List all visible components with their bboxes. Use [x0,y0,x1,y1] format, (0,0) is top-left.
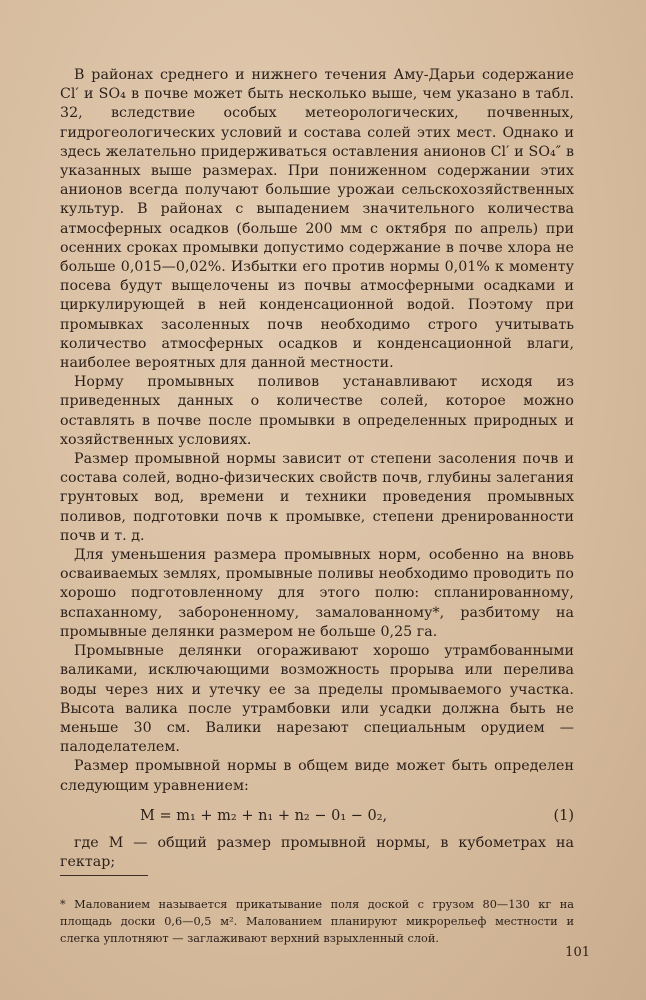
footnote-divider [60,875,148,876]
paragraph-2: Норму промывных поливов устанавливают исходя из приведенных данных о количестве солей, которое можно оставлять в почве после промывки в определенных природных и хозяйственных условиях. [60,374,574,448]
paragraph-6: Размер промывной нормы в общем виде может быть определен следующим уравнением: [60,758,574,794]
equation [60,806,574,830]
equation-formula: M = m₁ + m₂ + n₁ + n₂ − 0₁ − 0₂, [140,807,388,824]
paragraph-after-equation: где M — общий размер промывной нормы, в кубометрах на гектар; [60,834,574,870]
paragraph-4: Для уменьшения размера промывных норм, особенно на вновь осваиваемых землях, промывные поливы необходимо проводить по хорошо подготовленному для этого полю: спланированному, вспаханному, забороненному, замалованному*, разбитому на промывные делянки размером не больше 0,25 га. [60,547,574,640]
paragraph-1: В районах среднего и нижнего течения Аму-Дарьи содержание Cl′ и SO₄ в почве может быть несколько выше, чем указано в табл. 32, вследствие особых метеорологических, почвенных, гидрогеологических условий и состава солей этих мест. Однако и здесь желательно придерживаться оставления анионов Cl′ и SO₄″ в указанных выше размерах. При пониженном содержании этих анионов всегда получают большие урожаи сельскохозяйственных культур. В районах с выпадением значительного количества атмосферных осадков (больше 200 мм с октября по апрель) при осенних сроках промывки допустимо содержание в почве хлора не больше 0,015—0,02%. Избытки его против нормы 0,01% к моменту посева будут выщелочены из почвы атмосферными осадками и циркулирующей в ней конденсационной водой. Поэтому при промывках засоленных почв необходимо строго учитывать количество атмосферных осадков и конденсационной влаги, наиболее вероятных для данной местности. [60,67,574,372]
footnote: * Малованием называется прикатывание поля доской с грузом 80—130 кг на площадь доски 0,6—0,5 м². Малованием планируют микрорельеф местности и слегка уплотняют — заглаживают верхний взрыхленный слой. [60,898,574,946]
page-number: 101 [565,945,590,960]
equation-number: (1) [553,807,574,824]
page-body [60,66,574,872]
paragraph-3: Размер промывной нормы зависит от степени засоления почв и состава солей, водно-физических свойств почв, глубины залегания грунтовых вод, времени и техники проведения промывных поливов, подготовки почв к промывке, степени дренированности почв и т. д. [60,451,574,544]
paragraph-5: Промывные делянки огораживают хорошо утрамбованными валиками, исключающими возможность прорыва или перелива воды через них и утечку ее за пределы промываемого участка. Высота валика после утрамбовки или усадки должна быть не меньше 30 см. Валики нарезают специальным орудием — палоделателем. [60,643,574,756]
